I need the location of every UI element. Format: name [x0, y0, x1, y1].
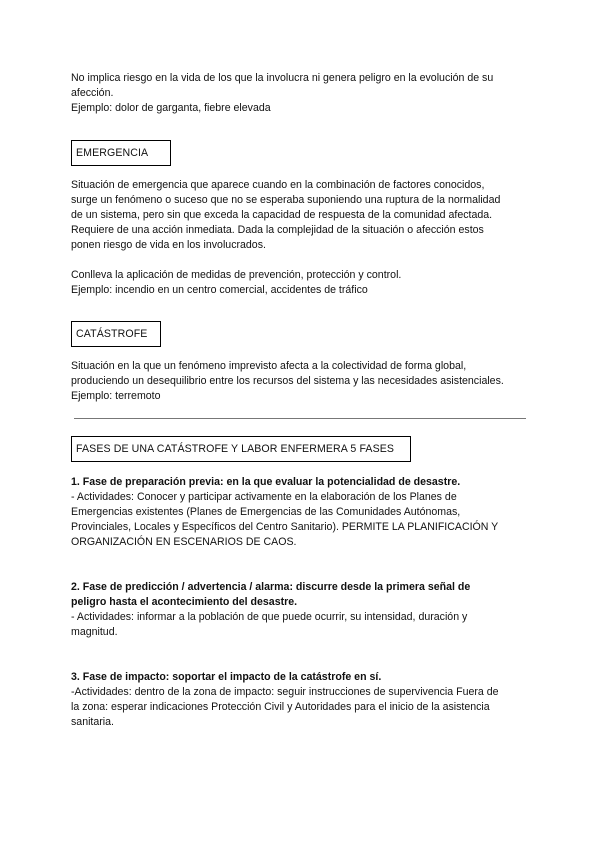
fase3-line-2: la zona: esperar indicaciones Protección Civil y Autoridades para el inicio de la asistencia [71, 701, 490, 713]
emergencia-line-4: Requiere de una acción inmediata. Dada la complejidad de la situación o afección estos [71, 224, 484, 236]
fase1-line-4: ORGANIZACIÓN EN ESCENARIOS DE CAOS. [71, 536, 297, 548]
catastrofe-example: Ejemplo: terremoto [71, 390, 161, 402]
fase3-title: 3. Fase de impacto: soportar el impacto de la catástrofe en sí. [71, 671, 382, 683]
emergencia-heading-box [71, 140, 171, 166]
emergencia-line-1: Situación de emergencia que aparece cuando en la combinación de factores conocidos, [71, 179, 485, 191]
emergencia-line-5: ponen riesgo de vida en los involucrados. [71, 239, 266, 251]
emergencia-line-2: surge un fenómeno o suceso que no se esperaba suponiendo una ruptura de la normalidad [71, 194, 501, 206]
fase1-title: 1. Fase de preparación previa: en la que evaluar la potencialidad de desastre. [71, 476, 461, 488]
fase2-title-line-2: peligro hasta el acontecimiento del desastre. [71, 596, 298, 608]
intro-line-1: No implica riesgo en la vida de los que la involucra ni genera peligro en la evolución de su [71, 72, 494, 84]
fase1-line-2: Emergencias existentes (Planes de Emergencias de las Comunidades Autónomas, [71, 506, 461, 518]
fase3-line-1: -Actividades: dentro de la zona de impacto: seguir instrucciones de supervivencia Fuera de [71, 686, 499, 698]
fase1-line-3: Provinciales, Locales y Específicos del Centro Sanitario). PERMITE LA PLANIFICACIÓN Y [71, 521, 499, 533]
intro-line-2: afección. [71, 87, 114, 99]
intro-example: Ejemplo: dolor de garganta, fiebre elevada [71, 102, 271, 114]
emergencia-measures: Conlleva la aplicación de medidas de prevención, protección y control. [71, 269, 402, 281]
catastrofe-heading-box [71, 321, 161, 347]
fase1-line-1: - Actividades: Conocer y participar activamente en la elaboración de los Planes de [71, 491, 457, 503]
catastrofe-heading: CATÁSTROFE [76, 328, 148, 340]
document-page [71, 71, 531, 730]
catastrofe-line-1: Situación en la que un fenómeno imprevisto afecta a la colectividad de forma global, [71, 360, 467, 372]
fase2-title-line-1: 2. Fase de predicción / advertencia / alarma: discurre desde la primera señal de [71, 581, 471, 593]
catastrofe-line-2: produciendo un desequilibrio entre los recursos del sistema y las necesidades asistenciales. [71, 375, 504, 387]
fase3-line-3: sanitaria. [71, 716, 114, 728]
fases-heading: FASES DE UNA CATÁSTROFE Y LABOR ENFERMERA 5 FASES [76, 443, 395, 455]
fase2-line-1: - Actividades: informar a la población de que puede ocurrir, su intensidad, duración y [71, 611, 468, 623]
fase2-line-2: magnitud. [71, 626, 118, 638]
emergencia-example: Ejemplo: incendio en un centro comercial, accidentes de tráfico [71, 284, 368, 296]
emergencia-heading: EMERGENCIA [76, 147, 149, 159]
emergencia-line-3: de un sistema, pero sin que exceda la capacidad de respuesta de la comunidad afectada. [71, 209, 493, 221]
fases-heading-box [71, 436, 411, 462]
